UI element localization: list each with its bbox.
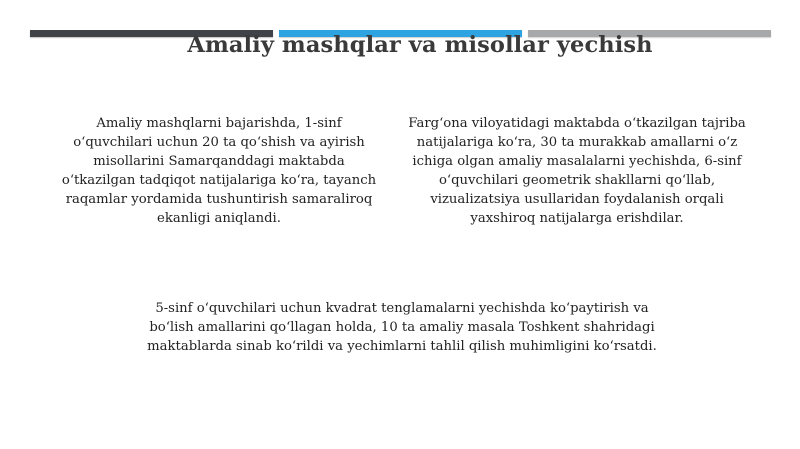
slide-title: Amaliy mashqlar va misollar yechish bbox=[187, 32, 653, 58]
text-block-right: Farg‘ona viloyatidagi maktabda o‘tkazilgan tajriba natijalariga ko‘ra, 30 ta murakkab amallarni o‘z ichiga olgan amaliy masalalarni yechishda, 6-sinf o‘quvchilari geometrik shakllarni qo‘llab, vizualizatsiya usullaridan foydalanish orqali yaxshiroq natijalarga erishdilar. bbox=[408, 116, 746, 226]
text-block-left: Amaliy mashqlarni bajarishda, 1-sinf o‘quvchilari uchun 20 ta qo‘shish va ayirish misollarini Samarqanddagi maktabda o‘tkazilgan tadqiqot natijalariga ko‘ra, tayanch raqamlar yordamida tushuntirish samaraliroq ekanligi aniqlandi. bbox=[61, 116, 377, 226]
text-block-bottom: 5-sinf o‘quvchilari uchun kvadrat tenglamalarni yechishda ko‘paytirish va bo‘lish amallarini qo‘llagan holda, 10 ta amaliy masala Toshkent shahridagi maktablarda sinab ko‘rildi va yechimlarni tahlil qilish muhimligini ko‘rsatdi. bbox=[147, 301, 657, 354]
